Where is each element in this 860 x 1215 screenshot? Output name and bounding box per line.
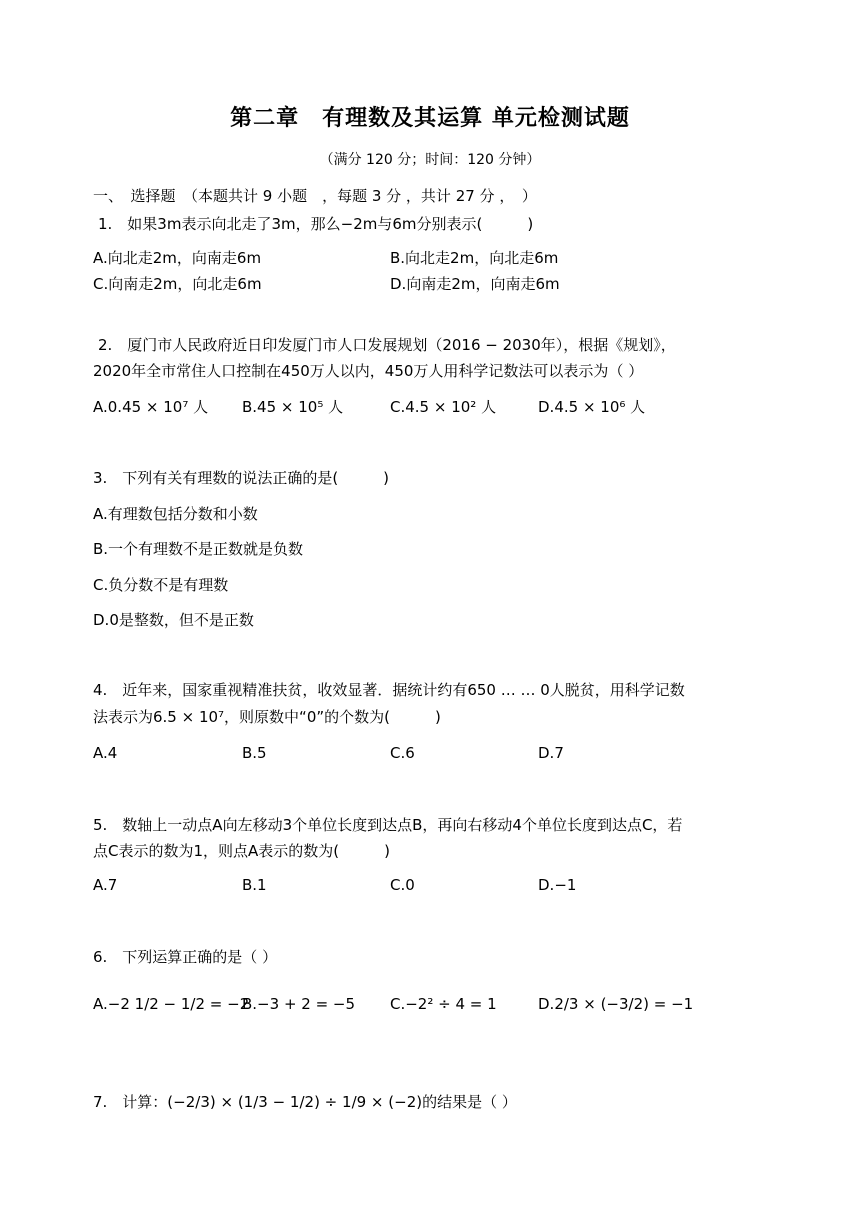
q5-option-a: A.7	[93, 876, 118, 894]
q2-option-b: B.45 × 10⁵ 人	[242, 398, 344, 416]
q1-option-b: B.向北走2m，向北走6m	[390, 249, 559, 267]
question-5-line-2: 点C表示的数为1，则点A表示的数为( )	[93, 842, 390, 860]
q5-option-c: C.0	[390, 876, 415, 894]
q6-option-c: C.−2² ÷ 4 = 1	[390, 995, 497, 1013]
section-heading: 一、 选择题 （本题共计 9 小题 ，每题 3 分 ，共计 27 分 ， ）	[93, 187, 537, 205]
question-6: 6. 下列运算正确的是（ ）	[93, 948, 278, 966]
question-4-line-1: 4. 近年来，国家重视精准扶贫，收效显著．据统计约有650 … … 0人脱贫，用科学记数	[93, 681, 685, 699]
q4-option-c: C.6	[390, 744, 415, 762]
q3-option-b: B.一个有理数不是正数就是负数	[93, 540, 304, 558]
q5-option-d: D.−1	[538, 876, 577, 894]
q2-option-d: D.4.5 × 10⁶ 人	[538, 398, 646, 416]
q2-option-c: C.4.5 × 10² 人	[390, 398, 497, 416]
q6-option-a: A.−2 1/2 − 1/2 = −2	[93, 995, 250, 1013]
question-2-line-1: 2. 厦门市人民政府近日印发厦门市人口发展规划（2016 − 2030年），根据《规划》，	[98, 336, 676, 354]
q3-option-a: A.有理数包括分数和小数	[93, 505, 258, 523]
q4-option-b: B.5	[242, 744, 267, 762]
q6-option-b: B.−3 + 2 = −5	[242, 995, 356, 1013]
q4-option-d: D.7	[538, 744, 564, 762]
q6-option-d: D.2/3 × (−3/2) = −1	[538, 995, 694, 1013]
question-7: 7. 计算：(−2/3) × (1/3 − 1/2) ÷ 1/9 × (−2)的结果是（ ）	[93, 1093, 517, 1111]
question-3: 3. 下列有关有理数的说法正确的是( )	[93, 469, 390, 487]
question-4-line-2: 法表示为6.5 × 10⁷，则原数中“0”的个数为( )	[93, 708, 441, 726]
question-2-line-2: 2020年全市常住人口控制在450万人以内，450万人用科学记数法可以表示为（ ）	[93, 362, 644, 380]
q2-option-a: A.0.45 × 10⁷ 人	[93, 398, 209, 416]
q3-option-c: C.负分数不是有理数	[93, 576, 229, 594]
page-title: 第二章 有理数及其运算 单元检测试题	[230, 106, 630, 131]
question-1: 1. 如果3m表示向北走了3m，那么−2m与6m分别表示( )	[98, 215, 534, 233]
q1-option-a: A.向北走2m，向南走6m	[93, 249, 262, 267]
q3-option-d: D.0是整数，但不是正数	[93, 611, 254, 629]
page-subtitle: （满分 120 分；时间：120 分钟）	[319, 152, 541, 168]
q1-option-d: D.向南走2m，向南走6m	[390, 275, 560, 293]
question-5-line-1: 5. 数轴上一动点A向左移动3个单位长度到达点B，再向右移动4个单位长度到达点C，若	[93, 816, 683, 834]
q1-option-c: C.向南走2m，向北走6m	[93, 275, 262, 293]
q4-option-a: A.4	[93, 744, 118, 762]
q5-option-b: B.1	[242, 876, 267, 894]
